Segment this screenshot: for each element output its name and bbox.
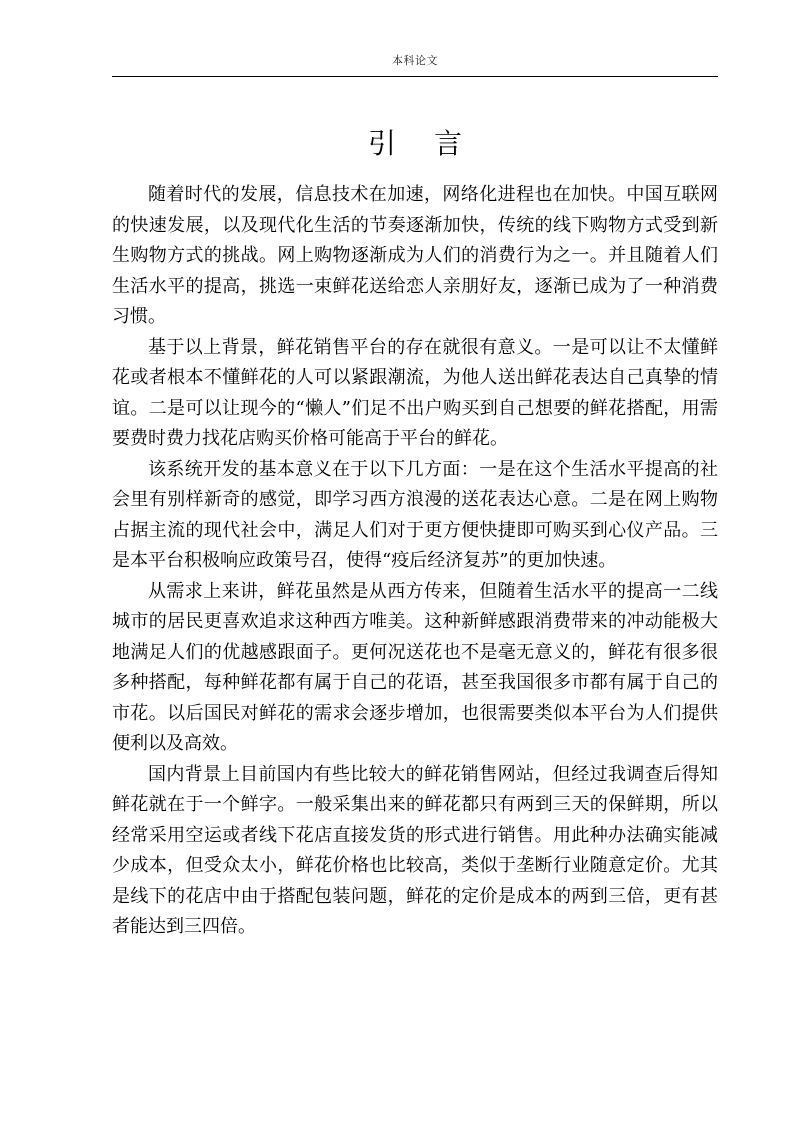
body-text xyxy=(112,180,718,943)
section-title: 引言 xyxy=(367,127,500,160)
paragraph-4: 从需求上来讲，鲜花虽然是从西方传来，但随着生活水平的提高一二线城市的居民更喜欢追求这种西方唯美。这种新鲜感跟消费带来的冲动能极大地满足人们的优越感跟面子。更何况送花也不是毫无意义的，鲜花有很多很多种搭配，每种鲜花都有属于自己的花语，甚至我国很多市都有属于自己的市花。以后国民对鲜花的需求会逐步增加，也很需要类似本平台为人们提供便利以及高效。 xyxy=(112,580,718,754)
paragraph-1: 随着时代的发展，信息技术在加速，网络化进程也在加快。中国互联网的快速发展，以及现代化生活的节奏逐渐加快，传统的线下购物方式受到新生购物方式的挑战。网上购物逐渐成为人们的消费行为之一。并且随着人们生活水平的提高，挑选一束鲜花送给恋人亲朋好友，逐渐已成为了一种消费习惯。 xyxy=(112,184,718,327)
running-header: 本科论文 xyxy=(392,54,438,67)
header-divider xyxy=(112,76,718,77)
paragraph-2: 基于以上背景，鲜花销售平台的存在就很有意义。一是可以让不太懂鲜花或者根本不懂鲜花的人可以紧跟潮流，为他人送出鲜花表达自己真挚的情谊。二是可以让现今的“懒人”们足不出户购买到自己想要的鲜花搭配，用需要费时费力找花店购买价格可能高于平台的鲜花。 xyxy=(112,336,718,449)
paragraph-3: 该系统开发的基本意义在于以下几方面：一是在这个生活水平提高的社会里有别样新奇的感觉，即学习西方浪漫的送花表达心意。二是在网上购物占据主流的现代社会中，满足人们对于更方便快捷即可购买到心仪产品。三是本平台积极响应政策号召，使得“疫后经济复苏”的更加快速。 xyxy=(112,458,718,571)
paragraph-5: 国内背景上目前国内有些比较大的鲜花销售网站，但经过我调查后得知鲜花就在于一个鲜字。一般采集出来的鲜花都只有两到三天的保鲜期，所以经常采用空运或者线下花店直接发货的形式进行销售。用此种办法确实能减少成本，但受众太小，鲜花价格也比较高，类似于垄断行业随意定价。尤其是线下的花店中由于搭配包装问题，鲜花的定价是成本的两到三倍，更有甚者能达到三四倍。 xyxy=(112,763,718,937)
